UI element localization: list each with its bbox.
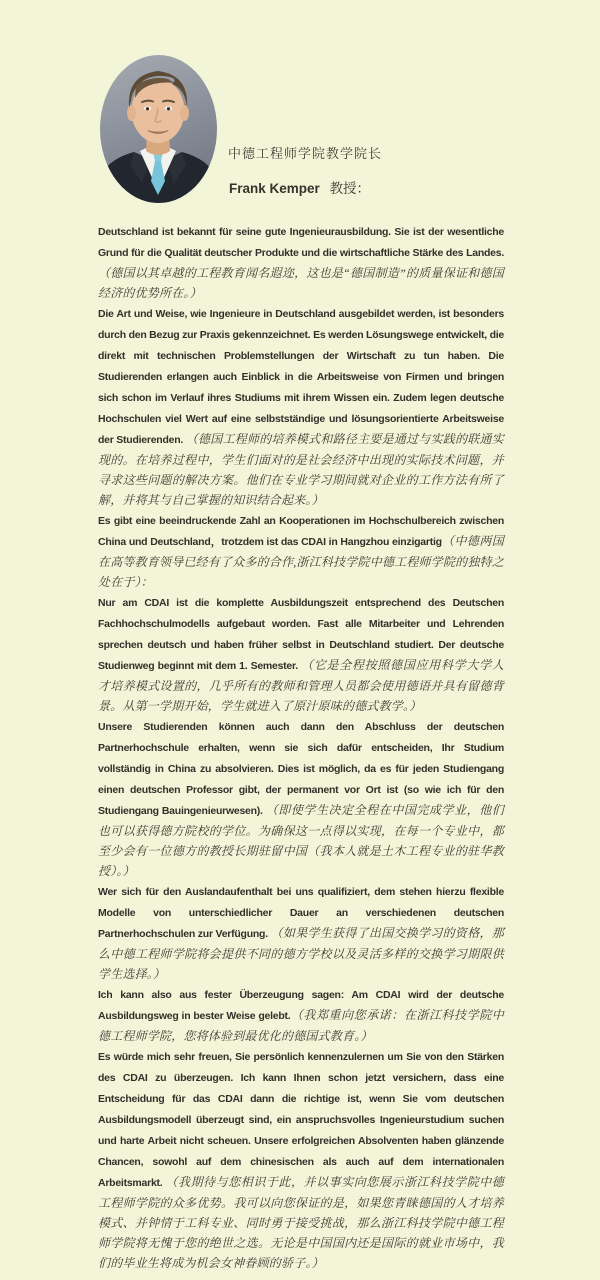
letter-body (98, 221, 504, 1273)
german-text: Deutschland ist bekannt für seine gute Ingenieurausbildung. Sie ist der wesentliche Grund für die Qualität deutscher Produkte und die wirtschaftliche Stärke des Landes. (98, 226, 504, 259)
chinese-translation: （如果学生获得了出国交换学习的资格，那么中德工程师学院将会提供不同的德方学校以及灵活多样的交换学习期限供学生选择。） (98, 926, 504, 981)
paragraph (98, 510, 504, 592)
chinese-translation: （德国工程师的培养模式和路径主要是通过与实践的联通实现的。在培养过程中，学生们面对的是社会经济中出现的实际技术问题，并寻求这些问题的解决方案。他们在专业学习期间就对企业的工作方法有所了解，并将其与自己掌握的知识结合起来。） (98, 432, 504, 507)
paragraph (98, 984, 504, 1046)
german-text: Unsere Studierenden können auch dann den Abschluss der deutschen Partnerhochschule erhalten, wenn sie sich dafür entscheiden, Ihr Studium vollständig in China zu absolvieren. Dies ist möglich, da es für jeden Studiengang einen deutschen Professor gibt, der permanent vor Ort ist (so wie ich für den Studiengang Bauingenieurwesen). (98, 721, 504, 817)
professor-name: Frank Kemper (229, 181, 320, 196)
professor-title-suffix: 教授： (329, 181, 371, 196)
professor-name-line (229, 177, 370, 197)
german-text: Die Art und Weise, wie Ingenieure in Deutschland ausgebildet werden, ist besonders durch den Bezug zur Praxis gekennzeichnet. Es werden Lösungswege entwickelt, die direkt mit technischen Problemstellungen der Wirtschaft zu tun haben. Die Studierenden erlangen auch Einblick in die Arbeitsweise von Firmen und bringen sich schon im Verlauf ihres Studiums mit ihrem Wissen ein. Zudem legen deutsche Hochschulen viel Wert auf eine selbstständige und lösungsorientierte Arbeitsweise der Studierenden. (98, 308, 504, 446)
german-text: Ich kann also aus fester Überzeugung sagen: Am CDAI wird der deutsche Ausbildungsweg in bester Weise gelebt. (98, 989, 504, 1022)
german-text: Es gibt eine beeindruckende Zahl an Kooperationen im Hochschulbereich zwischen China und Deutschland，trotzdem ist das CDAI in Hangzhou einzigartig (98, 515, 504, 548)
paragraph (98, 1046, 504, 1273)
chinese-translation: （即使学生决定全程在中国完成学业，他们也可以获得德方院校的学位。为确保这一点得以实现，在每一个专业中，都至少会有一位德方的教授长期驻留中国（我本人就是土木工程专业的驻华教授）。） (98, 803, 504, 878)
chinese-translation: （中德两国在高等教育领导已经有了众多的合作,浙江科技学院中德工程师学院的独特之处在于）： (98, 534, 504, 589)
paragraph (98, 592, 504, 716)
german-text: Nur am CDAI ist die komplette Ausbildungszeit entsprechend des Deutschen Fachhochschulmodells aufgebaut worden. Fast alle Mitarbeiter und Lehrenden sprechen deutsch und haben früher selbst in Deutschland studiert. Der deutsche Studienweg beginnt mit dem 1. Semester. (98, 597, 504, 672)
paragraph (98, 303, 504, 510)
chinese-translation: （我期待与您相识于此，并以事实向您展示浙江科技学院中德工程师学院的众多优势。我可以向您保证的是，如果您青睐德国的人才培养模式、并钟情于工科专业、同时勇于接受挑战，那么浙江科技学院中德工程师学院将无愧于您的绝世之选。无论是中国国内还是国际的就业市场中，我们的毕业生将成为机会女神眷顾的骄子。） (98, 1175, 505, 1270)
german-text: Es würde mich sehr freuen, Sie persönlich kennenzulernen um Sie von den Stärken des CDAI zu überzeugen. Ich kann Ihnen schon jetzt versichern, dass eine Entscheidung für das CDAI dann die richtige ist, wenn Sie vom deutschen Ausbildungsmodell überzeugt sind, ein anspruchsvolles Ingenieurstudium suchen und harte Arbeit nicht scheuen. Unsere erfolgreichen Absolventen haben glänzende Chancen, sowohl auf dem chinesischen als auch auf dem internationalen Arbeitsmarkt. (98, 1051, 504, 1189)
dean-title: 中德工程师学院教学院长 (228, 146, 383, 161)
portrait-image (100, 55, 217, 203)
portrait-photo (100, 55, 217, 203)
paragraph (98, 716, 504, 881)
chinese-translation: （我郑重向您承诺：在浙江科技学院中德工程师学院，您将体验到最优化的德国式教育。） (98, 1008, 505, 1043)
chinese-translation: （德国以其卓越的工程教育闻名遐迩，这也是“德国制造”的质量保证和德国经济的优势所在。） (98, 266, 504, 300)
paragraph (98, 221, 504, 303)
paragraph (98, 881, 504, 984)
chinese-translation: （它是全程按照德国应用科学大学人才培养模式设置的，几乎所有的教师和管理人员都会使用德语并具有留德背景。从第一学期开始，学生就进入了原汁原味的德式教学。） (98, 658, 505, 713)
german-text: Wer sich für den Auslandaufenthalt bei uns qualifiziert, dem stehen hierzu flexible Modelle von unterschiedlicher Dauer an verschiedenen deutschen Partnerhochschulen zur Verfügung. (98, 886, 504, 940)
